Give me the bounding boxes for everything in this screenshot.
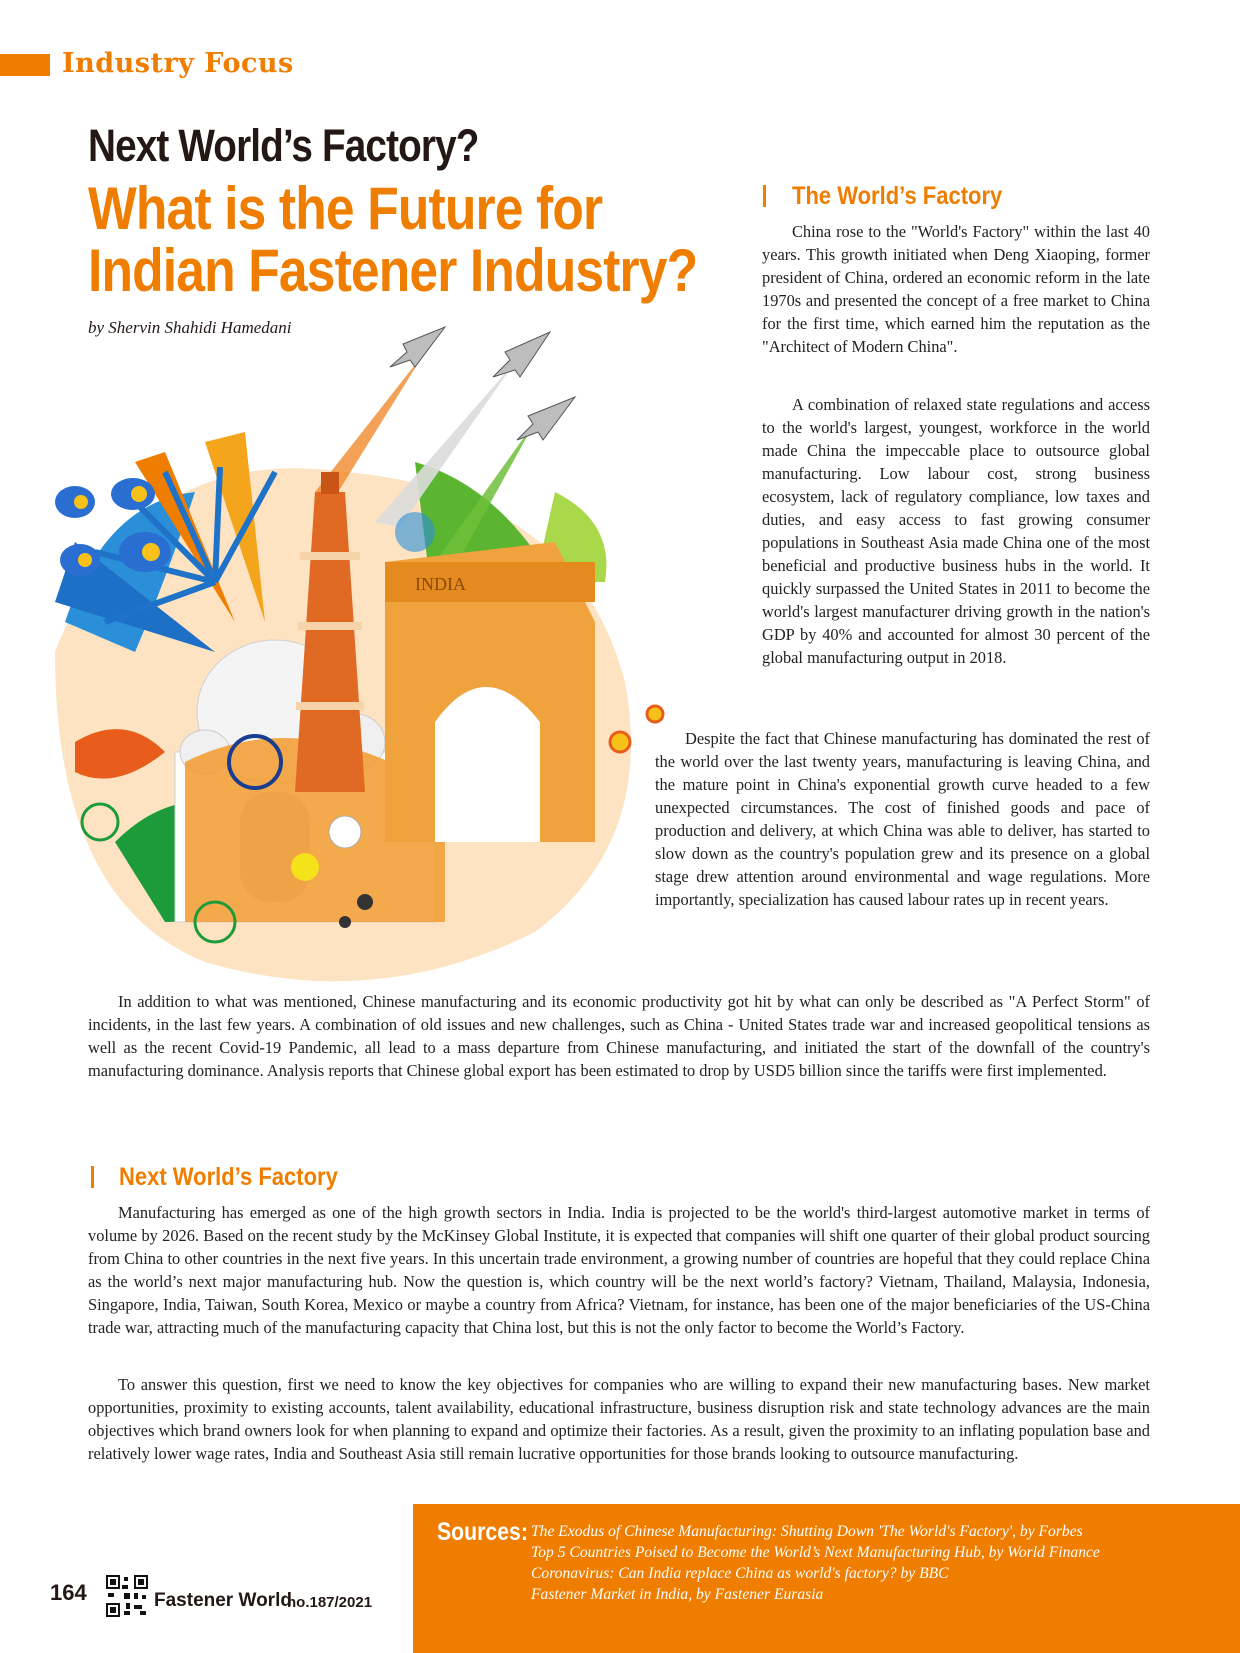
section-heading-worlds-factory: The World’s Factory <box>792 182 1003 210</box>
body-paragraph: A combination of relaxed state regulations and access to the world's largest, youngest, workforce in the world made China the impeccable place to outsource global manufacturing. Low labour cost, strong business ecosystem, lack of regulatory compliance, low taxes and duties, and easy access to fast growing consumer populations in Southeast Asia made China one of the most beneficial and productive business hubs in the world. It quickly surpassed the United States in 2011 to become the world's largest manufacturer driving growth in the nation's GDP by 40% and accounted for almost 30 percent of the global manufacturing output in 2018. <box>762 395 1150 667</box>
source-item: Coronavirus: Can India replace China as world's factory? by BBC <box>531 1565 949 1582</box>
sources-box <box>413 1504 1240 1653</box>
body-paragraph: China rose to the "World's Factory" within the last 40 years. This growth initiated when Deng Xiaoping, former president of China, ordered an economic reform in the late 1970s and presented the concept of a free market to China for the first time, which earned him the reputation as the "Architect of Modern China". <box>762 222 1150 356</box>
india-gate <box>385 542 595 842</box>
section-tag: Industry Focus <box>62 48 294 79</box>
page-number: 164 <box>50 1580 87 1605</box>
body-paragraph: Manufacturing has emerged as one of the high growth sectors in India. India is projected to be the world's third-largest automotive market in terms of volume by 2026. Based on the recent study by the McKinsey Global Institute, it is expected that companies will shift one quarter of their global product sourcing from China to other countries in the next five years. In this uncertain trade environment, a growing number of countries are hopeful that they could replace China as the world’s next major manufacturing hub. Now the question is, which country will be the next world’s factory? Vietnam, Thailand, Malaysia, Indonesia, Singapore, India, Taiwan, South Korea, Mexico or maybe a country from Africa? Vietnam, for instance, has been one of the major beneficiaries of the US-China trade war, attracting much of the manufacturing capacity that China lost, but this is not the only factor to become the World’s Factory. <box>88 1203 1150 1337</box>
magazine-name: Fastener World <box>154 1590 292 1611</box>
qr-code-icon[interactable] <box>106 1575 148 1617</box>
body-paragraph: In addition to what was mentioned, Chinese manufacturing and its economic productivity got hit by what can only be described as "A Perfect Storm" of incidents, in the last few years. A combination of old issues and new challenges, such as China - United States trade war and increased geopolitical tensions as well as the recent Covid-19 Pandemic, all lead to a mass departure from Chinese manufacturing, and initiated the start of the downfall of the country's manufacturing dominance. Analysis reports that Chinese global export has been estimated to drop by USD5 billion since the tariffs were first implemented. <box>88 992 1150 1080</box>
section-tag-bar <box>0 54 50 76</box>
article-kicker: Next World’s Factory? <box>88 120 479 171</box>
fighter-jets <box>390 327 575 440</box>
source-item: The Exodus of Chinese Manufacturing: Shutting Down 'The World's Factory', by Forbes <box>531 1523 1083 1540</box>
source-item: Top 5 Countries Poised to Become the World’s Next Manufacturing Hub, by World Finance <box>531 1544 1100 1561</box>
section-heading-bar <box>91 1166 94 1188</box>
body-paragraph: Despite the fact that Chinese manufacturing has dominated the rest of the world over the last twenty years, manufacturing is leaving China, and the mature point in China's exponential growth curve headed to a few unexpected circumstances. The cost of finished goods and pace of production and delivery, at which China was able to deliver, has started to slow down as the country's population grew and its presence on a global stage drew attention around environmental and wage regulations. More importantly, specialization has caused labour rates up in recent years. <box>655 729 1150 909</box>
section-heading-bar <box>763 185 766 207</box>
issue-number: no.187/2021 <box>287 1594 373 1611</box>
source-item: Fastener Market in India, by Fastener Eurasia <box>531 1586 824 1603</box>
section-heading-next-worlds-factory: Next World’s Factory <box>119 1163 338 1191</box>
india-landmarks-illustration <box>15 322 685 1022</box>
article-headline: What is the Future for Indian Fastener Industry? <box>88 175 698 304</box>
body-paragraph: To answer this question, first we need to know the key objectives for companies who are willing to expand their new manufacturing bases. New market opportunities, proximity to existing accounts, talent availability, educational infrastructure, business disruption risk and state technology advances are the main objectives which brand owners look for when planning to expand and optimize their factories. As a result, given the proximity to an inflating population base and relatively lower wage rates, India and Southeast Asia still remain lucrative opportunities for those brands looking to outsource manufacturing. <box>88 1375 1150 1463</box>
sources-label: Sources: <box>437 1518 528 1546</box>
sources-list <box>531 1521 1100 1605</box>
article-byline: by Shervin Shahidi Hamedani <box>88 318 292 337</box>
india-gate-inscription: INDIA <box>415 574 466 594</box>
